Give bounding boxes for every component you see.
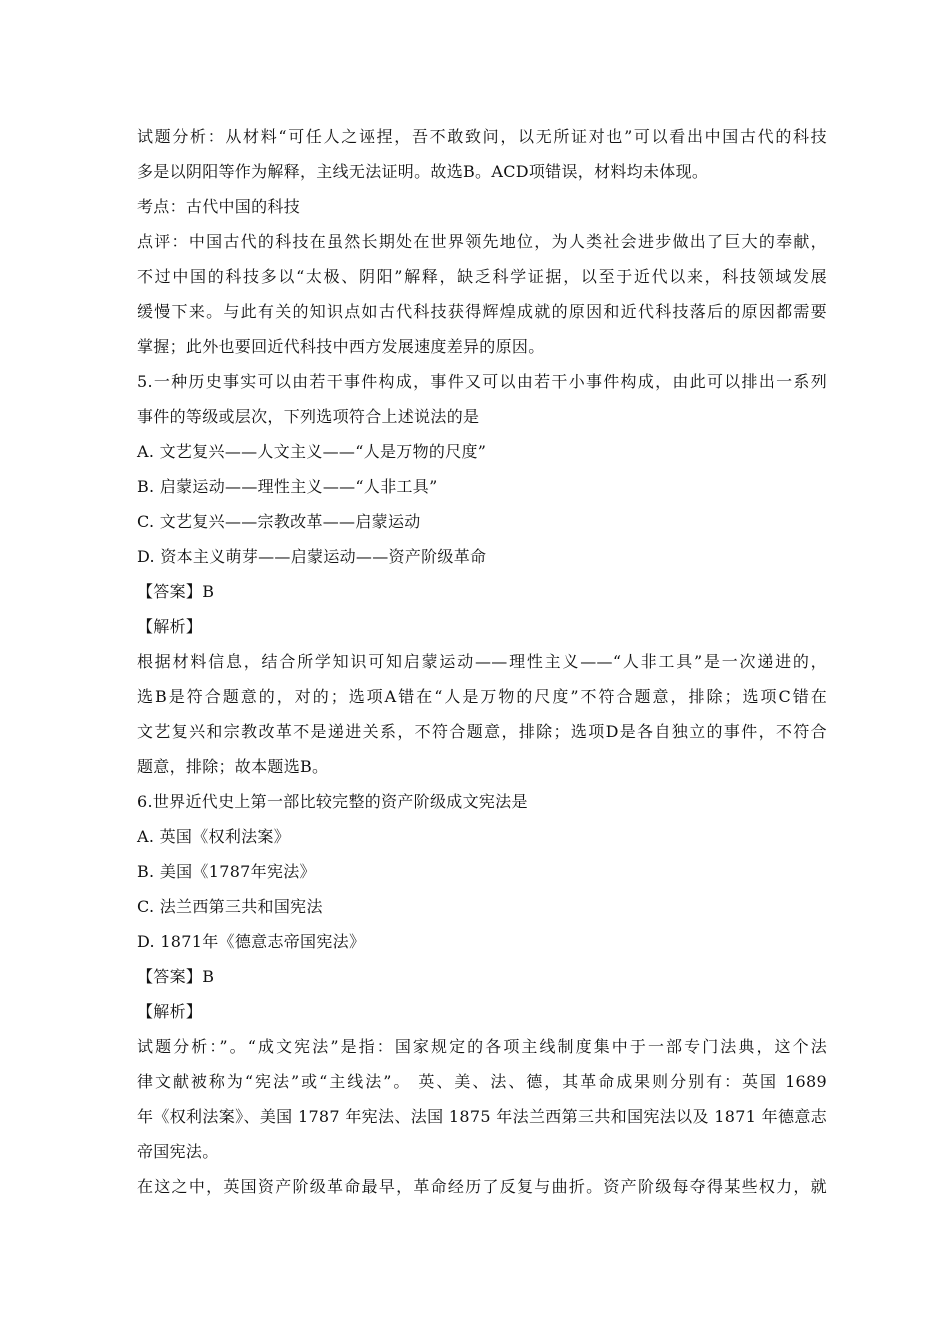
q5-option-d: D. 资本主义萌芽——启蒙运动——资产阶级革命 (137, 547, 487, 566)
q6-answer: 【答案】B (137, 967, 215, 986)
q6-analysis-line-2: 律文献被称为“宪法”或“主线法”。 英、美、法、德，其革命成果则分别有：英国 1689 (137, 1072, 827, 1091)
q5-option-a: A. 文艺复兴——人文主义——“人是万物的尺度” (137, 442, 487, 461)
q6-option-b: B. 美国《1787年宪法》 (137, 862, 316, 881)
q4-dianping-line-1: 点评：中国古代的科技在虽然长期处在世界领先地位，为人类社会进步做出了巨大的奉献， (137, 232, 827, 251)
q6-option-d: D. 1871年《德意志帝国宪法》 (137, 932, 366, 951)
q5-analysis-line-1: 根据材料信息，结合所学知识可知启蒙运动——理性主义——“人非工具”是一次递进的， (137, 652, 827, 671)
q6-analysis-line-4: 帝国宪法。 (137, 1142, 219, 1161)
q5-analysis-line-4: 题意，排除；故本题选B。 (137, 757, 329, 776)
q5-stem-line-2: 事件的等级或层次，下列选项符合上述说法的是 (137, 407, 480, 426)
q5-analysis-label: 【解析】 (137, 617, 203, 636)
q4-dianping-line-4: 掌握；此外也要回近代科技中西方发展速度差异的原因。 (137, 337, 545, 356)
q5-analysis-line-3: 文艺复兴和宗教改革不是递进关系，不符合题意，排除；选项D是各自独立的事件，不符合 (137, 722, 827, 741)
q6-analysis-label: 【解析】 (137, 1002, 203, 1021)
q6-stem: 6.世界近代史上第一部比较完整的资产阶级成文宪法是 (137, 792, 528, 811)
q4-dianping-line-2: 不过中国的科技多以“太极、阴阳”解释，缺乏科学证据，以至于近代以来，科技领域发展 (137, 267, 827, 286)
q4-analysis-line-2: 多是以阴阳等作为解释，主线无法证明。故选B。ACD项错误，材料均未体现。 (137, 162, 709, 181)
q6-option-a: A. 英国《权利法案》 (137, 827, 291, 846)
q4-analysis-line-1: 试题分析：从材料“可任人之诬捏，吾不敢致问，以无所证对也”可以看出中国古代的科技 (137, 127, 827, 146)
q6-analysis-line-1: 试题分析：”。“成文宪法”是指：国家规定的各项主线制度集中于一部专门法典，这个法 (137, 1037, 827, 1056)
q6-analysis-line-3: 年《权利法案》、美国 1787 年宪法、法国 1875 年法兰西第三共和国宪法以及 1871 年德意志 (137, 1107, 827, 1126)
q4-kaodian: 考点：古代中国的科技 (137, 197, 301, 216)
q5-option-c: C. 文艺复兴——宗教改革——启蒙运动 (137, 512, 421, 531)
q5-option-b: B. 启蒙运动——理性主义——“人非工具” (137, 477, 438, 496)
q6-option-c: C. 法兰西第三共和国宪法 (137, 897, 323, 916)
q5-stem-line-1: 5.一种历史事实可以由若干事件构成，事件又可以由若干小事件构成，由此可以排出一系列 (137, 372, 827, 391)
q5-answer: 【答案】B (137, 582, 215, 601)
q5-analysis-line-2: 选B是符合题意的，对的；选项A错在“人是万物的尺度”不符合题意，排除；选项C错在 (137, 687, 827, 706)
q4-dianping-line-3: 缓慢下来。与此有关的知识点如古代科技获得辉煌成就的原因和近代科技落后的原因都需要 (137, 302, 827, 321)
q6-analysis-line-5: 在这之中，英国资产阶级革命最早，革命经历了反复与曲折。资产阶级每夺得某些权力，就 (137, 1177, 827, 1196)
